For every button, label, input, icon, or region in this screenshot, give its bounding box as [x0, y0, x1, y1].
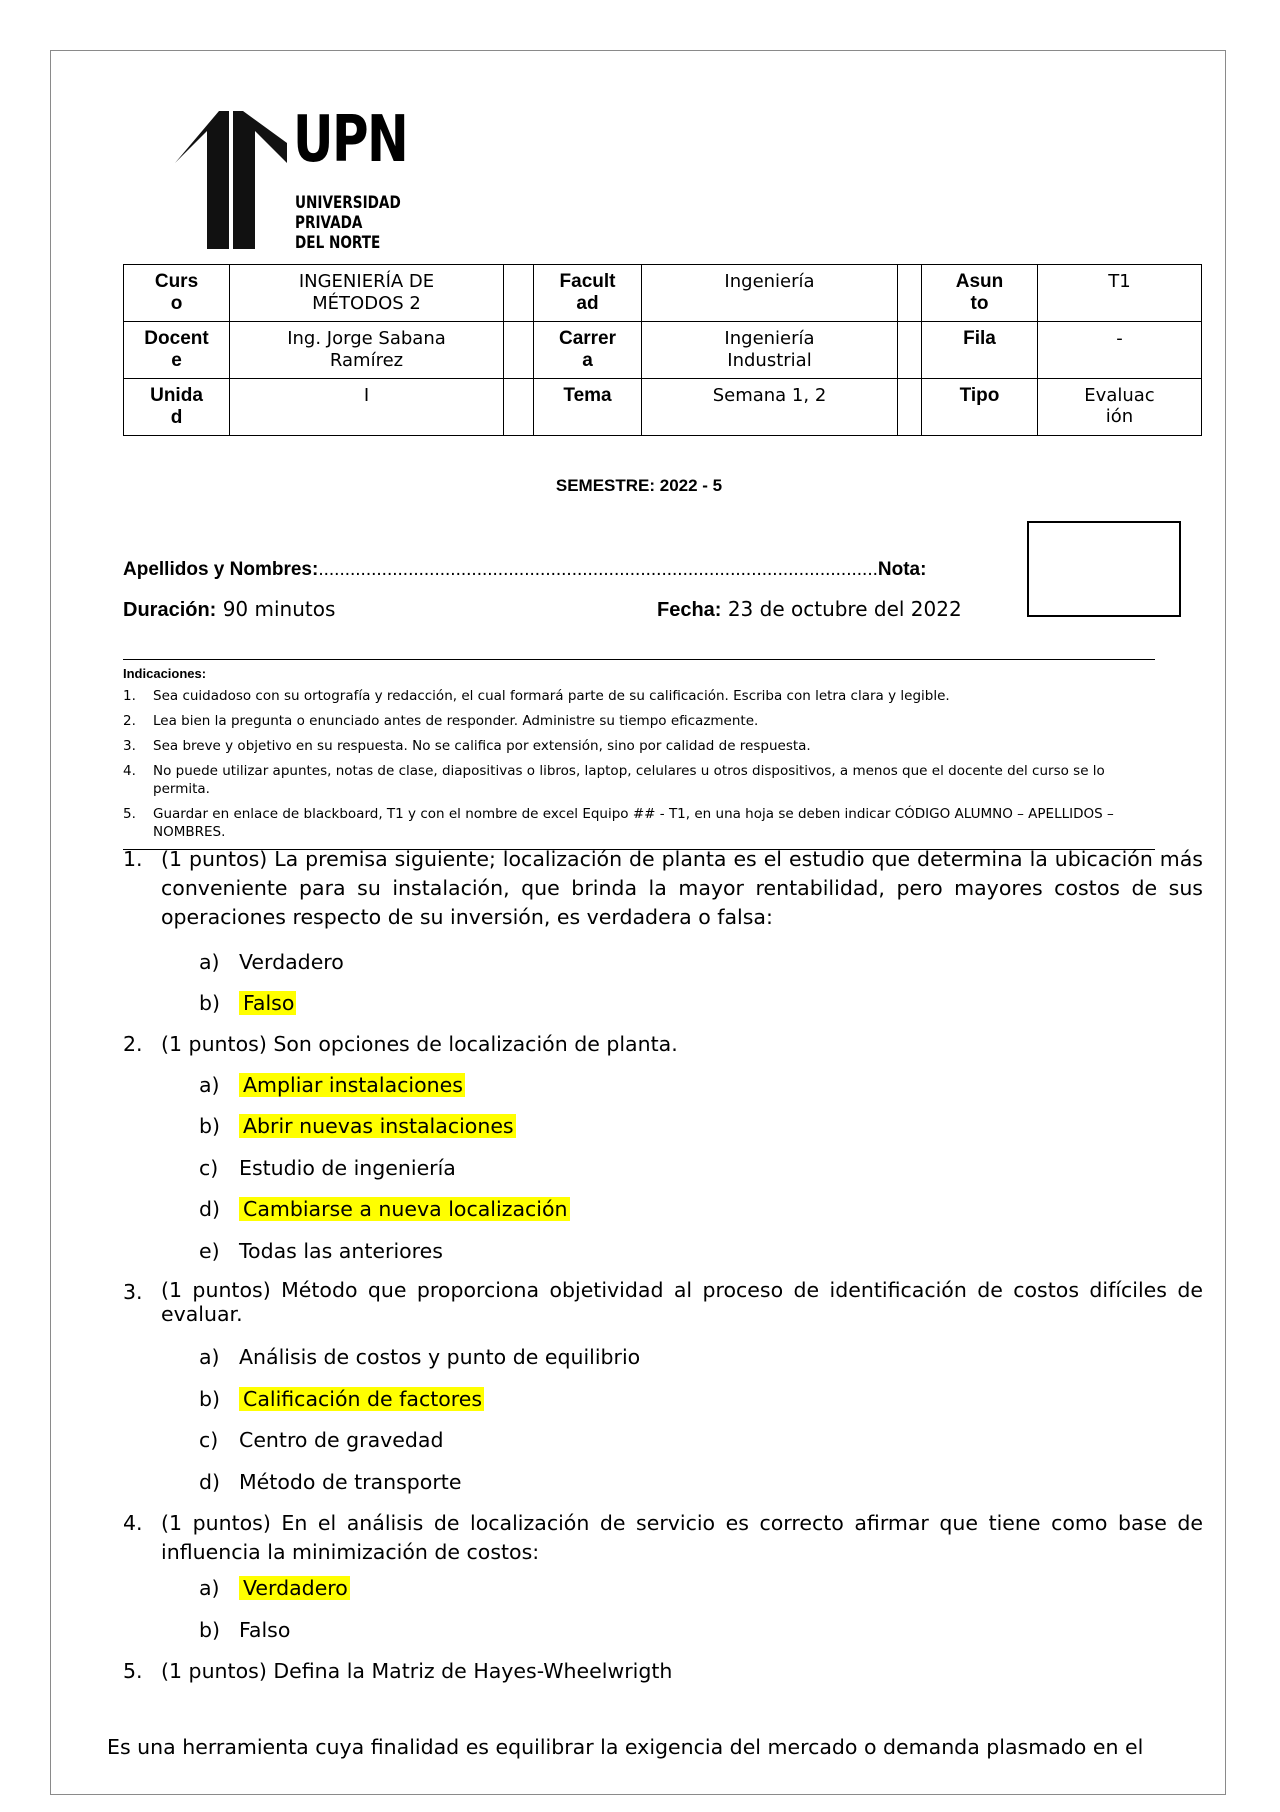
duracion-value: 90 minutos: [216, 597, 336, 621]
value-docente: Ing. Jorge Sabana Ramírez: [230, 322, 504, 379]
label-tema: Tema: [534, 379, 642, 436]
question-text: (1 puntos) La premisa siguiente; localización de planta es el estudio que determina la ubicación más conveniente para su instalación, que brinda la mayor rentabilidad, pero mayores costos de sus operaciones respecto de su inversión, es verdadera o falsa:: [161, 847, 1203, 929]
nombres-line: [123, 559, 1033, 581]
label-tipo: Tipo: [922, 379, 1038, 436]
value-facultad: Ingeniería: [642, 265, 898, 322]
semestre-heading: SEMESTRE: 2022 - 5: [555, 476, 723, 495]
list-item: 3. Sea breve y objetivo en su respuesta. No se califica por extensión, sino por calidad de respuesta.: [123, 738, 811, 754]
option-1b[interactable]: b) Falso: [199, 991, 295, 1015]
option-1a[interactable]: a) Verdadero: [199, 950, 344, 974]
option-2d[interactable]: d) Cambiarse a nueva localización: [199, 1197, 568, 1221]
nombres-field[interactable]: ..........................................................................................................: [318, 559, 878, 580]
option-2a[interactable]: a) Ampliar instalaciones: [199, 1073, 463, 1097]
logo-brand: UPN: [293, 103, 408, 177]
label-asunto: Asun to: [922, 265, 1038, 322]
nombres-label: Apellidos y Nombres:: [123, 559, 319, 580]
question-text: (1 puntos) Defina la Matriz de Hayes-Wheelwrigth: [161, 1659, 673, 1683]
option-3d[interactable]: d) Método de transporte: [199, 1470, 462, 1494]
fecha-line: [657, 597, 962, 622]
table-row: [124, 322, 1202, 379]
answer-5-text: Es una herramienta cuya finalidad es equilibrar la exigencia del mercado o demanda plasmado en el: [107, 1735, 1144, 1759]
table-row: [124, 379, 1202, 436]
value-fila: -: [1038, 322, 1202, 379]
option-4a[interactable]: a) Verdadero: [199, 1576, 348, 1600]
value-carrera: Ingeniería Industrial: [642, 322, 898, 379]
option-3a[interactable]: a) Análisis de costos y punto de equilibrio: [199, 1345, 641, 1369]
label-facultad: Facult ad: [534, 265, 642, 322]
nota-label: Nota:: [877, 559, 927, 580]
fecha-label: Fecha:: [657, 599, 722, 621]
option-2e[interactable]: e) Todas las anteriores: [199, 1239, 443, 1263]
label-curso: Curs o: [124, 265, 230, 322]
logo-line-3: DEL NORTE: [295, 233, 381, 253]
duracion-label: Duración:: [123, 599, 217, 621]
question-2: 2. (1 puntos) Son opciones de localización de planta.: [123, 1030, 1203, 1059]
option-2c[interactable]: c) Estudio de ingeniería: [199, 1156, 456, 1180]
option-3c[interactable]: c) Centro de gravedad: [199, 1428, 444, 1452]
value-unidad: I: [230, 379, 504, 436]
course-info-table: [123, 264, 1202, 436]
table-row: [124, 265, 1202, 322]
upn-logo: [175, 103, 435, 253]
option-3b[interactable]: b) Calificación de factores: [199, 1387, 483, 1411]
indicaciones-section: [123, 659, 1155, 850]
label-fila: Fila: [922, 322, 1038, 379]
question-text: (1 puntos) Método que proporciona objetividad al proceso de identificación de costos difíciles de evaluar.: [161, 1278, 1203, 1326]
document-page: [50, 50, 1226, 1795]
list-item: 4. No puede utilizar apuntes, notas de clase, diapositivas o libros, laptop, celulares u otros dispositivos, a menos que el docente del curso se lo permita.: [123, 763, 1105, 797]
question-1: 1. (1 puntos) La premisa siguiente; localización de planta es el estudio que determina la ubicación más conveniente para su instalación, que brinda la mayor rentabilidad, pero mayores costos de sus operaciones respecto de su inversión, es verdadera o falsa:: [123, 845, 1203, 932]
label-carrera: Carrer a: [534, 322, 642, 379]
question-4: 4. (1 puntos) En el análisis de localización de servicio es correcto afirmar que tiene como base de influencia la minimización de costos:: [123, 1509, 1203, 1567]
list-item: 5. Guardar en enlace de blackboard, T1 y con el nombre de excel Equipo ## - T1, en una hoja se deben indicar CÓDIGO ALUMNO – APELLIDOS – NOMBRES.: [123, 806, 1114, 840]
value-tema: Semana 1, 2: [642, 379, 898, 436]
question-text: (1 puntos) En el análisis de localización de servicio es correcto afirmar que tiene como base de influencia la minimización de costos:: [161, 1511, 1203, 1564]
option-4b[interactable]: b) Falso: [199, 1618, 291, 1642]
logo-line-1: UNIVERSIDAD: [295, 193, 401, 213]
question-text: (1 puntos) Son opciones de localización de planta.: [161, 1032, 678, 1056]
indicaciones-title: Indicaciones:: [123, 666, 207, 681]
label-docente: Docent e: [124, 322, 230, 379]
question-3: 3. (1 puntos) Método que proporciona objetividad al proceso de identificación de costos difíciles de evaluar.: [123, 1278, 1203, 1326]
logo-line-2: PRIVADA: [295, 213, 363, 233]
option-2b[interactable]: b) Abrir nuevas instalaciones: [199, 1114, 514, 1138]
label-unidad: Unida d: [124, 379, 230, 436]
nota-box[interactable]: [1027, 521, 1181, 617]
value-asunto: T1: [1038, 265, 1202, 322]
question-5: 5. (1 puntos) Defina la Matriz de Hayes-Wheelwrigth: [123, 1657, 1203, 1686]
duracion-line: [123, 597, 335, 622]
value-curso: INGENIERÍA DE MÉTODOS 2: [230, 265, 504, 322]
value-tipo: Evaluac ión: [1038, 379, 1202, 436]
list-item: 2. Lea bien la pregunta o enunciado antes de responder. Administre su tiempo eficazmente.: [123, 713, 759, 729]
list-item: 1. Sea cuidadoso con su ortografía y redacción, el cual formará parte de su calificación. Escriba con letra clara y legible.: [123, 688, 950, 704]
fecha-value: 23 de octubre del 2022: [721, 597, 962, 621]
